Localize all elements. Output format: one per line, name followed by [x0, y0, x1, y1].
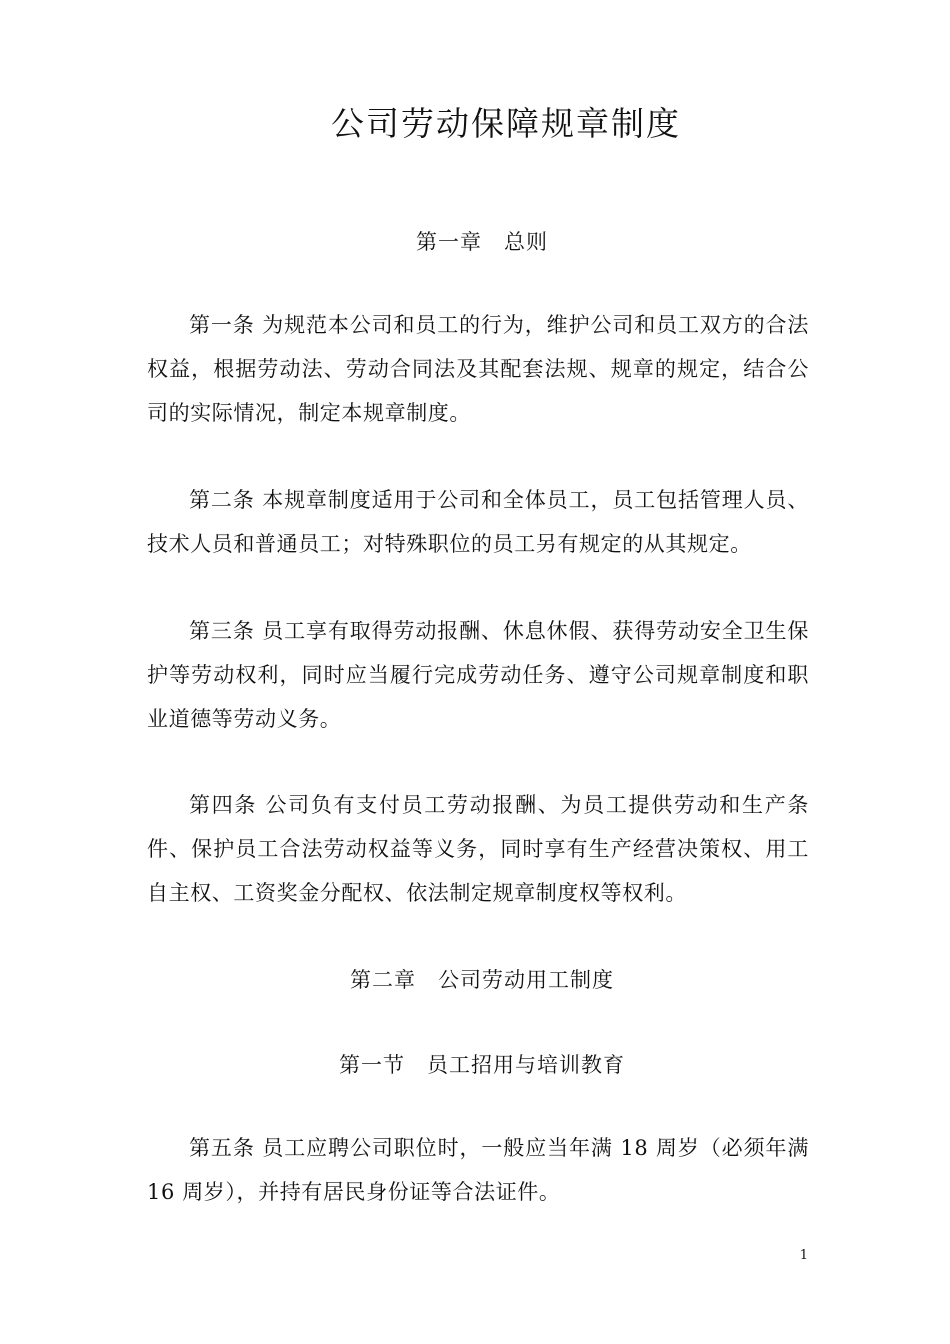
article-5-paragraph: 第五条 员工应聘公司职位时，一般应当年满 18 周岁（必须年满 16 周岁），并持有居民身份证等合法证件。	[147, 1136, 809, 1204]
page-number: 1	[799, 1248, 808, 1263]
chapter-heading-employment: 第二章 公司劳动用工制度	[350, 968, 614, 992]
document-title: 公司劳动保障规章制度	[331, 104, 681, 143]
article-3-paragraph: 第三条 员工享有取得劳动报酬、休息休假、获得劳动安全卫生保护等劳动权利，同时应当履行完成劳动任务、遵守公司规章制度和职业道德等劳动义务。	[147, 619, 809, 731]
article-4-paragraph: 第四条 公司负有支付员工劳动报酬、为员工提供劳动和生产条件、保护员工合法劳动权益等义务，同时享有生产经营决策权、用工自主权、工资奖金分配权、依法制定规章制度权等权利。	[147, 793, 809, 905]
article-2-paragraph: 第二条 本规章制度适用于公司和全体员工，员工包括管理人员、技术人员和普通员工；对特殊职位的员工另有规定的从其规定。	[147, 488, 809, 556]
article-1-paragraph: 第一条 为规范本公司和员工的行为，维护公司和员工双方的合法权益，根据劳动法、劳动合同法及其配套法规、规章的规定，结合公司的实际情况，制定本规章制度。	[147, 313, 809, 425]
chapter-heading-general: 第一章 总则	[416, 230, 548, 254]
section-heading-recruitment: 第一节 员工招用与培训教育	[339, 1053, 625, 1077]
